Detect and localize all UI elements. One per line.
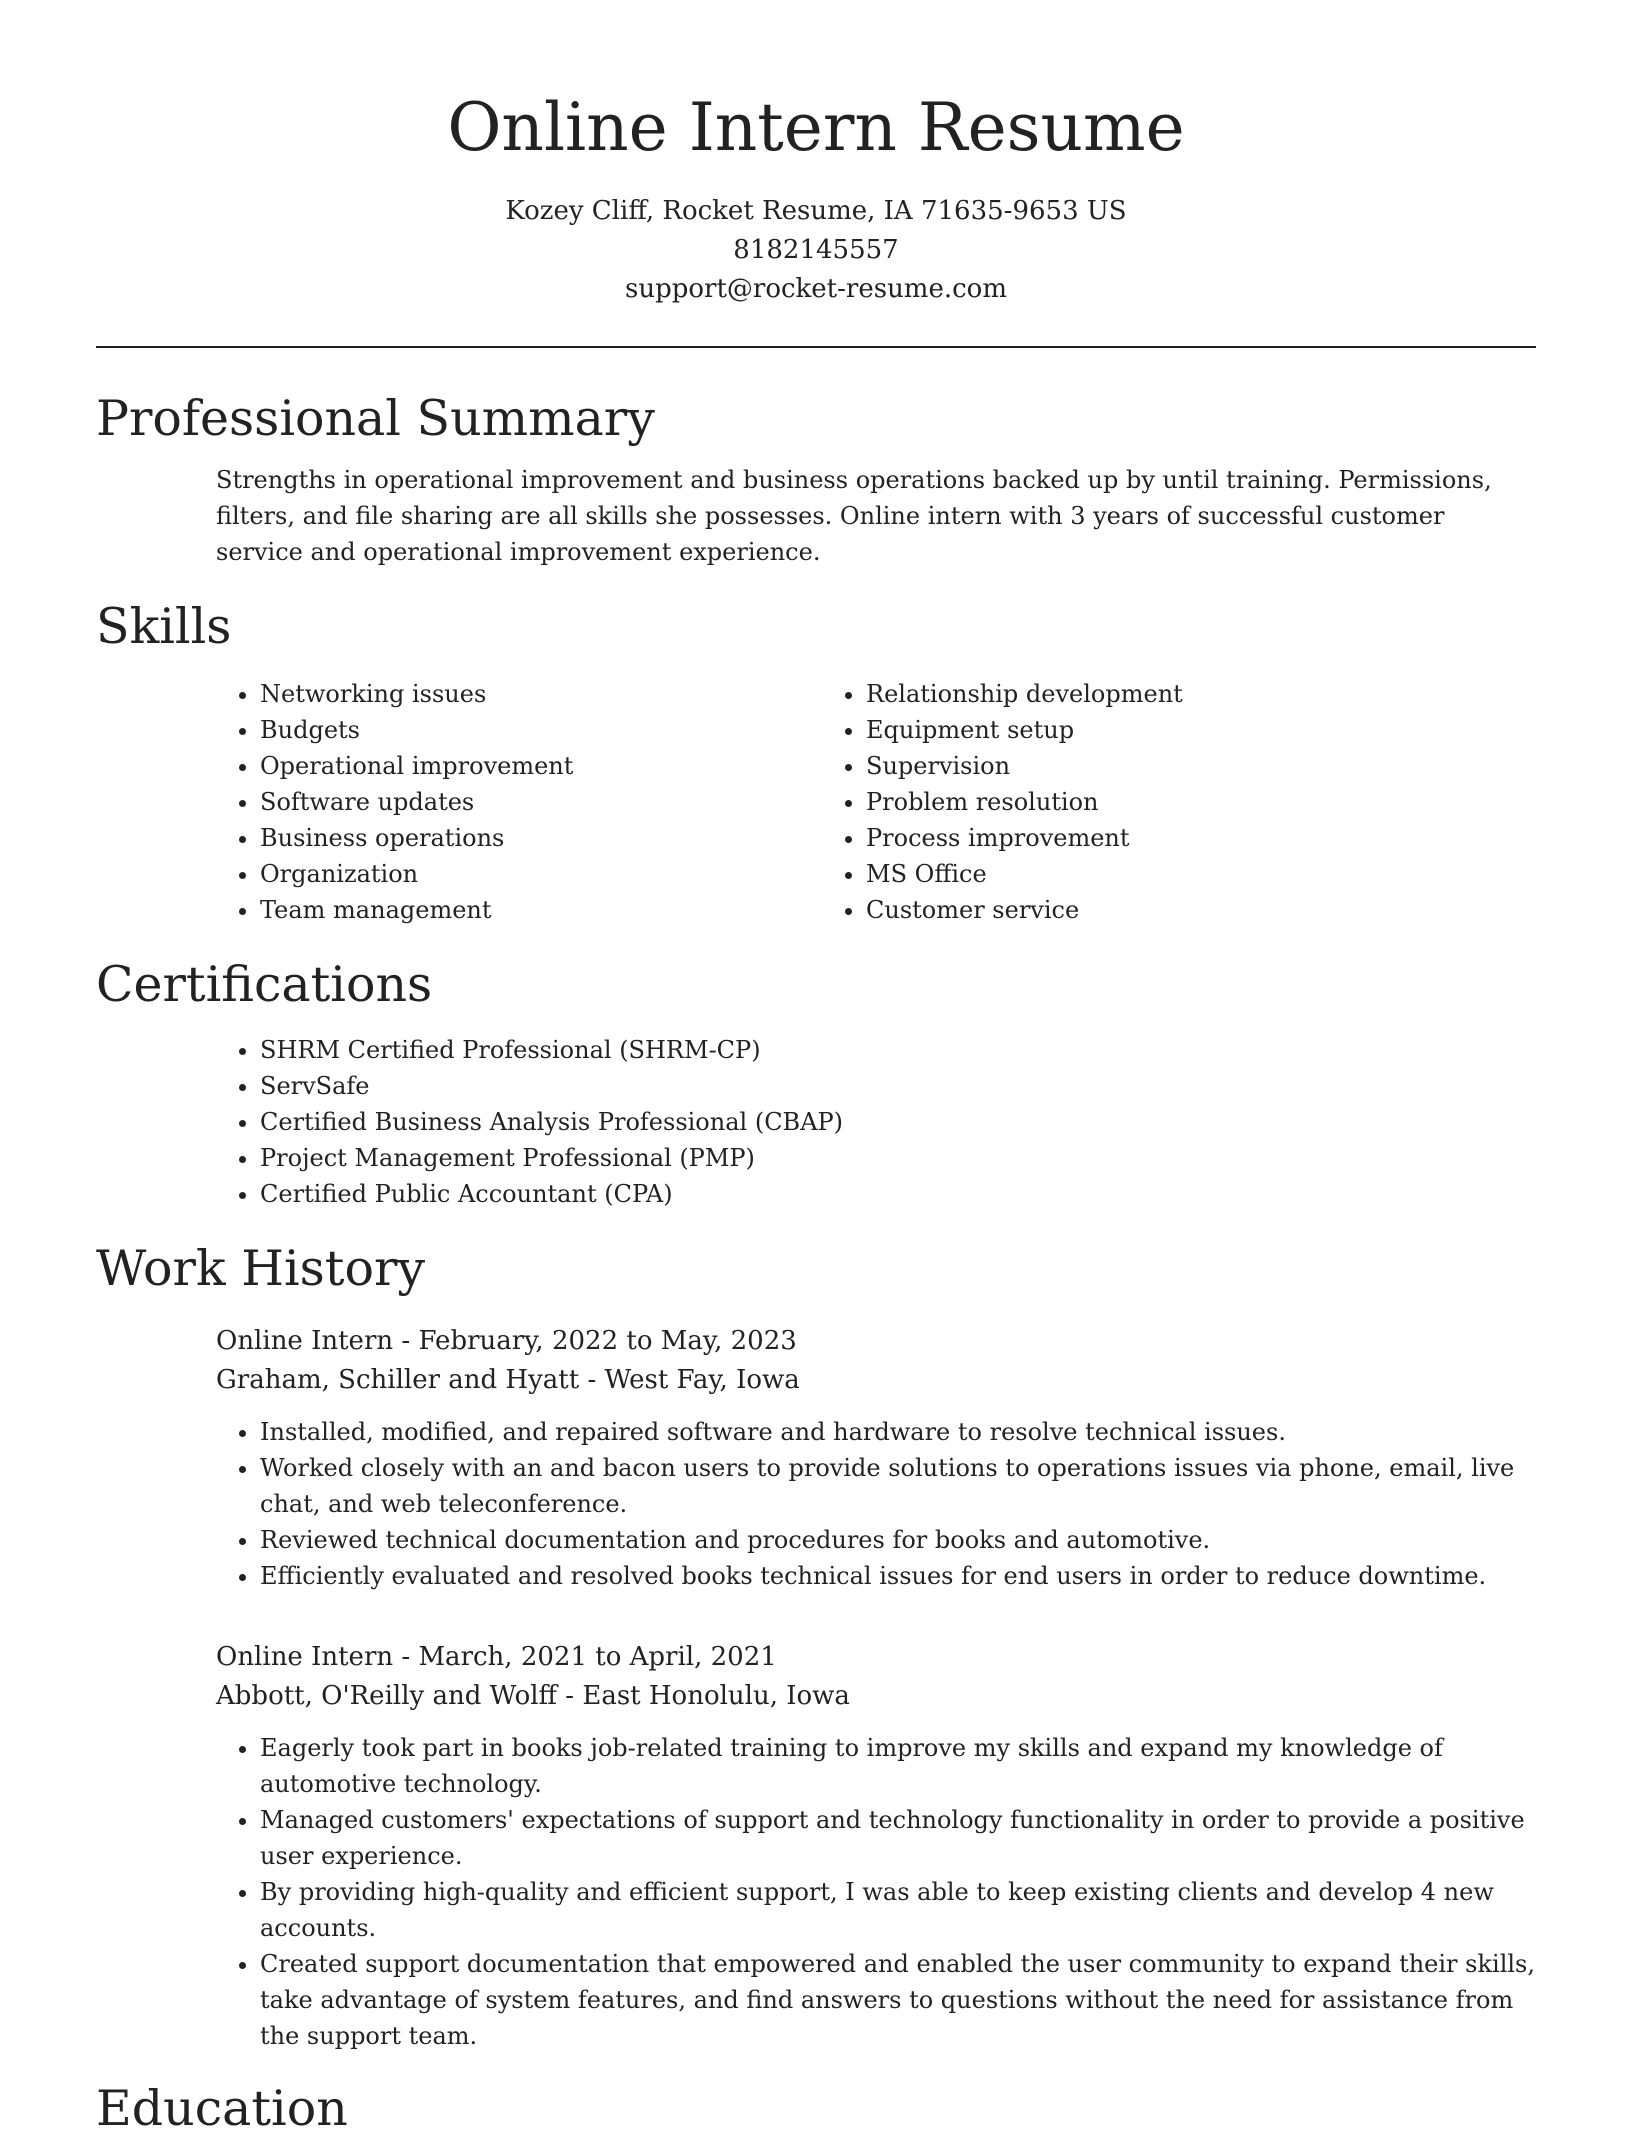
certification-item: • Certified Public Accountant (CPA) <box>260 1176 1536 1212</box>
job-title: Online Intern <box>216 1642 394 1672</box>
job-bullet: • Managed customers' expectations of support and technology functionality in order to provide a positive user experience. <box>260 1802 1536 1874</box>
certifications-list <box>216 1032 1536 1212</box>
skill-item: • Budgets <box>260 712 822 748</box>
job-title-line <box>216 1322 1536 1361</box>
contact-block <box>96 192 1536 309</box>
skill-item: • Relationship development <box>866 676 1183 712</box>
skill-item: • Networking issues <box>260 676 822 712</box>
certifications-heading: Certifications <box>96 956 433 1013</box>
job-company-line <box>216 1677 1536 1716</box>
skills-right-column <box>822 676 1183 928</box>
skill-item: • MS Office <box>866 856 1183 892</box>
skill-item: • Team management <box>260 892 822 928</box>
job-location: - West Fay, Iowa <box>579 1365 800 1395</box>
job-bullet: • Worked closely with an and bacon users to provide solutions to operations issues via phone, email, live chat, and web teleconference. <box>260 1450 1536 1522</box>
job-title-line <box>216 1638 1536 1677</box>
job-bullets <box>216 1730 1536 2054</box>
resume-title: Online Intern Resume <box>447 89 1185 166</box>
education-heading: Education <box>96 2080 348 2137</box>
skill-item: • Business operations <box>260 820 822 856</box>
certification-item: • Certified Business Analysis Professional (CBAP) <box>260 1104 1536 1140</box>
job-dates: - February, 2022 to May, 2023 <box>393 1326 797 1356</box>
skill-item: • Operational improvement <box>260 748 822 784</box>
certification-item: • SHRM Certified Professional (SHRM-CP) <box>260 1032 1536 1068</box>
skill-item: • Process improvement <box>866 820 1183 856</box>
work-history-heading: Work History <box>96 1240 426 1297</box>
job-title: Online Intern <box>216 1326 394 1356</box>
job-bullet: • Installed, modified, and repaired software and hardware to resolve technical issues. <box>260 1414 1536 1450</box>
job-bullet: • Efficiently evaluated and resolved books technical issues for end users in order to reduce downtime. <box>260 1558 1536 1594</box>
job-company: Abbott, O'Reilly and Wolff <box>216 1681 558 1711</box>
header-divider <box>96 346 1536 348</box>
contact-address: Kozey Cliff, Rocket Resume, IA 71635-9653 US <box>505 196 1127 226</box>
job-bullet: • Created support documentation that empowered and enabled the user community to expand their skills, take advantage of system features, and find answers to questions without the need for assistance from the support team. <box>260 1946 1536 2054</box>
summary-text: Strengths in operational improvement and business operations backed up by until training. Permissions, filters, and file sharing are all skills she possesses. Online intern with 3 years of successful customer service and operational improvement experience. <box>216 466 1492 566</box>
contact-email: support@rocket-resume.com <box>624 274 1007 304</box>
skill-item: • Equipment setup <box>866 712 1183 748</box>
skills-grid <box>216 676 1536 928</box>
job-bullet: • Eagerly took part in books job-related training to improve my skills and expand my knowledge of automotive technology. <box>260 1730 1536 1802</box>
summary-heading: Professional Summary <box>96 390 655 447</box>
skill-item: • Customer service <box>866 892 1183 928</box>
skill-item: • Supervision <box>866 748 1183 784</box>
job-bullet: • By providing high-quality and efficient support, I was able to keep existing clients and develop 4 new accounts. <box>260 1874 1536 1946</box>
job-entry <box>216 1322 1536 1594</box>
job-company-line <box>216 1361 1536 1400</box>
job-company: Graham, Schiller and Hyatt <box>216 1365 580 1395</box>
job-bullet: • Reviewed technical documentation and procedures for books and automotive. <box>260 1522 1536 1558</box>
certification-item: • ServSafe <box>260 1068 1536 1104</box>
job-dates: - March, 2021 to April, 2021 <box>393 1642 777 1672</box>
job-bullets <box>216 1414 1536 1594</box>
skill-item: • Organization <box>260 856 822 892</box>
certification-item: • Project Management Professional (PMP) <box>260 1140 1536 1176</box>
skills-left-column <box>216 676 822 928</box>
job-location: - East Honolulu, Iowa <box>557 1681 850 1711</box>
skill-item: • Software updates <box>260 784 822 820</box>
contact-phone: 8182145557 <box>733 235 899 265</box>
job-entry <box>216 1638 1536 2054</box>
skill-item: • Problem resolution <box>866 784 1183 820</box>
skills-heading: Skills <box>96 598 232 655</box>
